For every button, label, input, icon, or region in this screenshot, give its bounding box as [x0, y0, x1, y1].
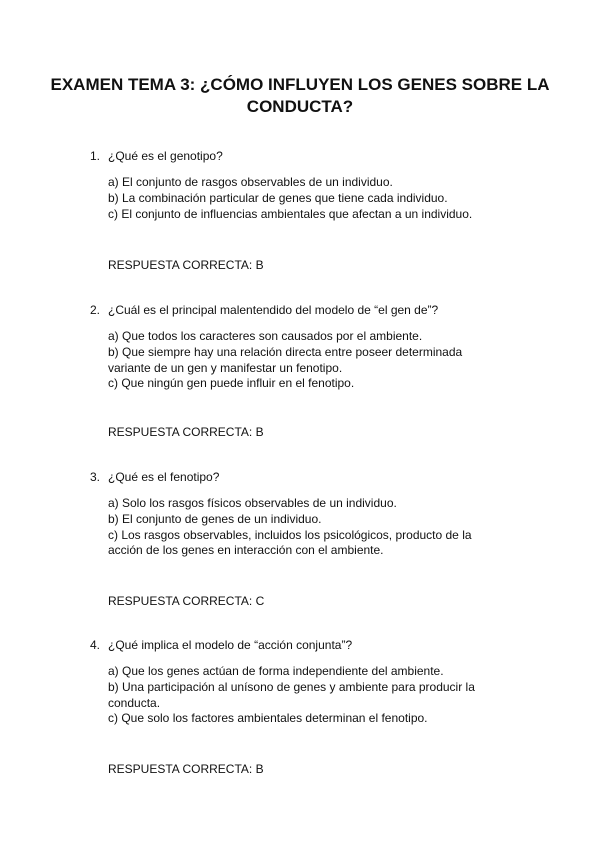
option-c: c) Los rasgos observables, incluidos los psicológicos, producto de la acción de los genes en interacción con el ambiente.	[108, 527, 472, 558]
question-3	[0, 469, 600, 609]
option-c: c) El conjunto de influencias ambientales que afectan a un individuo.	[108, 206, 473, 221]
question-number: 1.	[90, 149, 101, 163]
option-b: b) La combinación particular de genes que tiene cada individuo.	[108, 190, 448, 205]
options-list	[108, 175, 494, 222]
option-a: a) Solo los rasgos físicos observables de un individuo.	[108, 496, 397, 510]
option-b: b) Que siempre hay una relación directa entre poseer determinada variante de un gen y manifestar un fenotipo.	[108, 344, 463, 375]
question-text	[90, 302, 438, 318]
question-label: ¿Qué es el genotipo?	[108, 149, 223, 163]
options-list	[108, 664, 494, 727]
question-4	[0, 637, 600, 777]
question-text	[90, 148, 223, 164]
correct-answer: RESPUESTA CORRECTA: C	[108, 594, 265, 608]
question-label: ¿Qué es el fenotipo?	[108, 470, 220, 484]
option-a: a) Que todos los caracteres son causados por el ambiente.	[108, 329, 423, 343]
question-text	[90, 637, 352, 653]
correct-answer: RESPUESTA CORRECTA: B	[108, 762, 264, 776]
question-number: 3.	[90, 470, 101, 484]
option-a: a) El conjunto de rasgos observables de un individuo.	[108, 175, 393, 189]
option-b: b) Una participación al unísono de genes y ambiente para producir la conducta.	[108, 679, 475, 710]
options-list	[108, 496, 494, 559]
question-label: ¿Qué implica el modelo de “acción conjunta”?	[108, 638, 353, 652]
question-number: 2.	[90, 303, 101, 317]
correct-answer: RESPUESTA CORRECTA: B	[108, 425, 264, 439]
question-2	[0, 302, 600, 442]
question-number: 4.	[90, 638, 101, 652]
option-c: c) Que solo los factores ambientales determinan el fenotipo.	[108, 711, 428, 726]
correct-answer: RESPUESTA CORRECTA: B	[108, 258, 264, 272]
question-1	[0, 148, 600, 278]
option-a: a) Que los genes actúan de forma independiente del ambiente.	[108, 664, 444, 678]
question-text	[90, 469, 219, 485]
page-title: EXAMEN TEMA 3: ¿CÓMO INFLUYEN LOS GENES SOBRE LA CONDUCTA?	[50, 75, 550, 116]
options-list	[108, 329, 494, 392]
question-label: ¿Cuál es el principal malentendido del modelo de “el gen de”?	[108, 303, 439, 317]
option-b: b) El conjunto de genes de un individuo.	[108, 511, 322, 526]
option-c: c) Que ningún gen puede influir en el fenotipo.	[108, 376, 355, 391]
